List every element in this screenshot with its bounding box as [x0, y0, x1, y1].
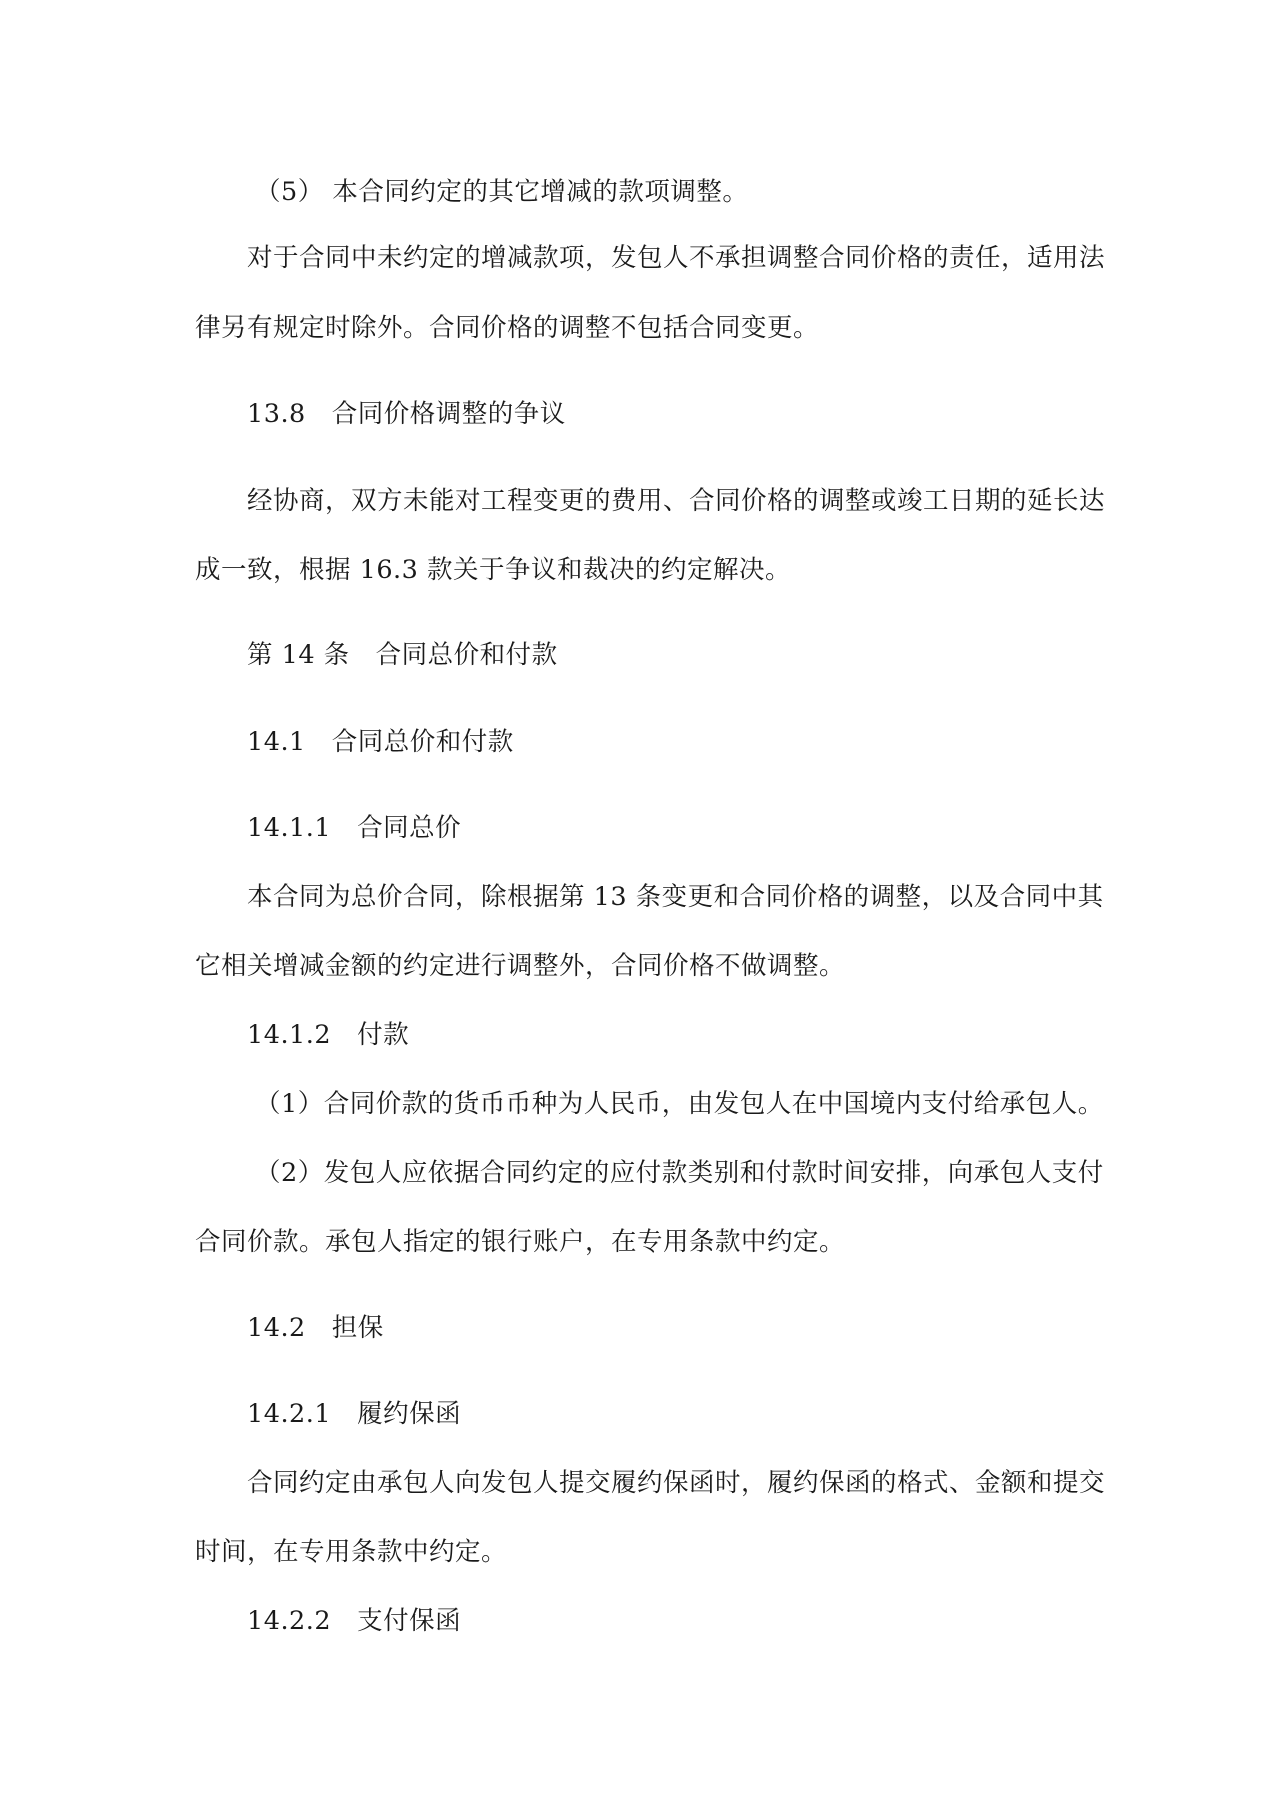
paragraph-line: 经协商，双方未能对工程变更的费用、合同价格的调整或竣工日期的延长达 — [247, 486, 1106, 516]
subsection-heading-14-2-2: 14.2.2 支付保函 — [247, 1606, 462, 1636]
list-item-5: （5） 本合同约定的其它增减的款项调整。 — [255, 177, 749, 207]
paragraph-line: 律另有规定时除外。合同价格的调整不包括合同变更。 — [195, 313, 820, 343]
paragraph-line: 本合同为总价合同，除根据第 13 条变更和合同价格的调整，以及合同中其 — [247, 882, 1104, 912]
paragraph-line: 时间，在专用条款中约定。 — [195, 1537, 508, 1567]
section-heading-14-1: 14.1 合同总价和付款 — [247, 727, 514, 757]
paragraph-line: 它相关增减金额的约定进行调整外，合同价格不做调整。 — [195, 951, 846, 981]
paragraph-line: 对于合同中未约定的增减款项，发包人不承担调整合同价格的责任，适用法 — [247, 243, 1106, 273]
subsection-heading-14-1-1: 14.1.1 合同总价 — [247, 813, 462, 843]
subsection-heading-14-2-1: 14.2.1 履约保函 — [247, 1399, 462, 1429]
paragraph-line: 合同价款。承包人指定的银行账户，在专用条款中约定。 — [195, 1227, 846, 1257]
paragraph-line: 合同约定由承包人向发包人提交履约保函时，履约保函的格式、金额和提交 — [247, 1468, 1106, 1498]
subsection-heading-14-1-2: 14.1.2 付款 — [247, 1020, 410, 1050]
list-item-1: （1）合同价款的货币币种为人民币，由发包人在中国境内支付给承包人。 — [255, 1089, 1104, 1119]
list-item-2: （2）发包人应依据合同约定的应付款类别和付款时间安排，向承包人支付 — [255, 1158, 1104, 1188]
section-heading-14-2: 14.2 担保 — [247, 1313, 384, 1343]
article-heading-14: 第 14 条 合同总价和付款 — [247, 640, 558, 670]
section-heading-13-8: 13.8 合同价格调整的争议 — [247, 399, 566, 429]
paragraph-line: 成一致，根据 16.3 款关于争议和裁决的约定解决。 — [195, 555, 791, 585]
